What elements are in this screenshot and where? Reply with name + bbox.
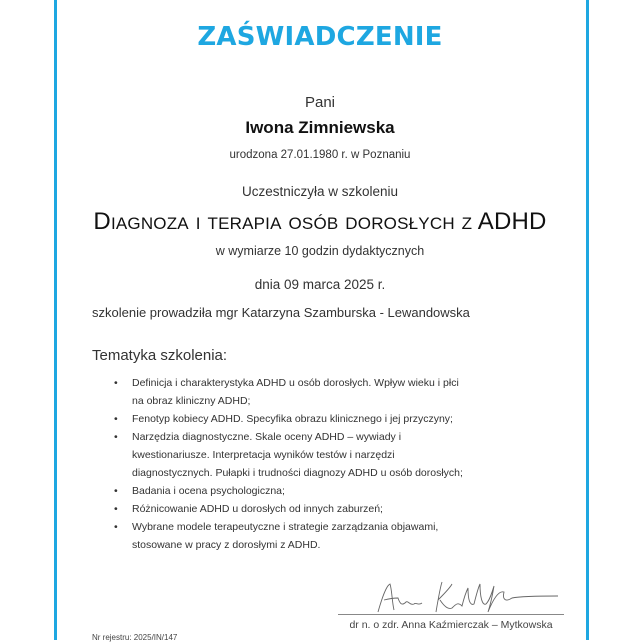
topic-item [92,374,472,410]
topic-item [92,500,472,518]
bullet-icon: • [114,431,118,443]
bullet-icon: • [114,413,118,425]
course-title: Diagnoza i terapia osób dorosłych z ADHD [93,208,547,235]
topics-heading: Tematyka szkolenia: [92,347,228,364]
trainer-text: szkolenie prowadziła mgr Katarzyna Szamburska - Lewandowska [92,305,470,320]
date-text: dnia 09 marca 2025 r. [254,277,386,292]
topic-item [92,518,472,554]
bullet-icon: • [114,377,118,389]
hours-text: w wymiarze 10 godzin dydaktycznych [215,244,425,258]
bullet-icon: • [114,485,118,497]
topics-list [92,374,472,554]
topic-text: Różnicowanie ADHD u dorosłych od innych zaburzeń; [132,503,383,515]
topic-text: Narzędzia diagnostyczne. Skale oceny ADHD – wywiady i kwestionariusze. Interpretacja wyników testów i narzędzi diagnostycznych. Pułapki i trudności diagnozy ADHD u osób dorosłych; [132,431,463,479]
bullet-icon: • [114,521,118,533]
registry-number: Nr rejestru: 2025/IN/147 [92,633,178,642]
topic-text: Badania i ocena psychologiczna; [132,485,285,497]
signature-line [338,614,564,615]
topic-text: Wybrane modele terapeutyczne i strategie zarządzania objawami, stosowane w pracy z dorosłymi z ADHD. [132,521,439,551]
topic-item [92,482,472,500]
certificate-title: ZAŚWIADCZENIE [197,22,443,52]
topic-text: Fenotyp kobiecy ADHD. Specyfika obrazu klinicznego i jej przyczyny; [132,413,453,425]
salutation: Pani [304,94,336,111]
signature-image [372,578,562,616]
topic-text: Definicja i charakterystyka ADHD u osób dorosłych. Wpływ wieku i płci na obraz kliniczny ADHD; [132,377,459,407]
recipient-name: Iwona Zimniewska [245,118,395,137]
bullet-icon: • [114,503,118,515]
topic-item [92,428,472,482]
birth-info: urodzona 27.01.1980 r. w Poznaniu [229,149,411,161]
topic-item [92,410,472,428]
participated-text: Uczestniczyła w szkoleniu [241,184,399,199]
signatory-name: dr n. o zdr. Anna Kaźmierczak – Mytkowska [349,619,553,631]
